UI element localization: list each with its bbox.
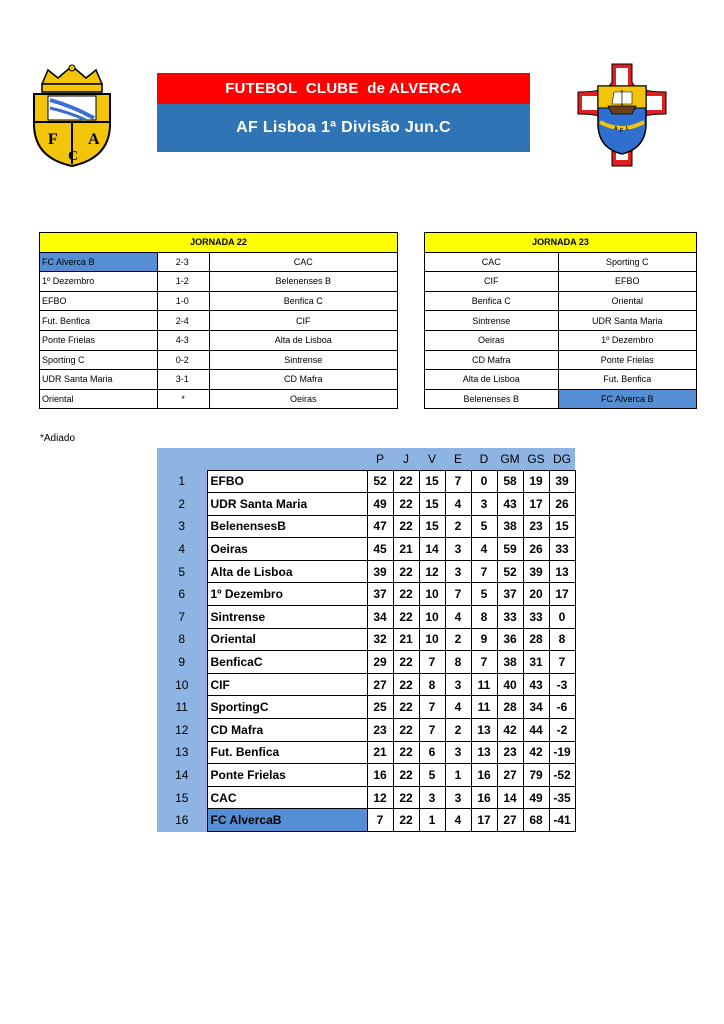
- column-header: P: [367, 448, 393, 470]
- stat-d: 17: [471, 809, 497, 832]
- stat-v: 8: [419, 673, 445, 696]
- position: 2: [157, 493, 207, 516]
- jornada-23-table: [424, 232, 697, 409]
- stat-gs: 17: [523, 493, 549, 516]
- home-team: Belenenses B: [425, 389, 559, 409]
- stat-v: 15: [419, 493, 445, 516]
- stat-j: 21: [393, 538, 419, 561]
- stat-dg: 15: [549, 515, 575, 538]
- standings-row: [157, 809, 575, 832]
- stat-gm: 28: [497, 696, 523, 719]
- team-name: BenficaC: [207, 651, 367, 674]
- jornada-22-table: [39, 232, 398, 409]
- stat-e: 7: [445, 583, 471, 606]
- stat-e: 3: [445, 560, 471, 583]
- column-header: V: [419, 448, 445, 470]
- standings-row: [157, 764, 575, 787]
- match-row: [425, 370, 697, 390]
- stat-e: 4: [445, 696, 471, 719]
- stat-j: 22: [393, 809, 419, 832]
- position: 5: [157, 560, 207, 583]
- stat-gm: 52: [497, 560, 523, 583]
- svg-text:F: F: [620, 128, 624, 134]
- stat-dg: 13: [549, 560, 575, 583]
- column-header: E: [445, 448, 471, 470]
- standings-row: [157, 493, 575, 516]
- team-name: Oeiras: [207, 538, 367, 561]
- competition-title: AF Lisboa 1ª Divisão Jun.C: [236, 119, 451, 136]
- stat-p: 45: [367, 538, 393, 561]
- away-team: Fut. Benfica: [558, 370, 696, 390]
- standings-row: [157, 470, 575, 493]
- stat-gm: 38: [497, 515, 523, 538]
- stat-gm: 58: [497, 470, 523, 493]
- stat-dg: 33: [549, 538, 575, 561]
- match-row: [40, 252, 398, 272]
- standings-row: [157, 560, 575, 583]
- stat-e: 7: [445, 470, 471, 493]
- stat-v: 7: [419, 719, 445, 742]
- away-team: CIF: [209, 311, 397, 331]
- stat-j: 22: [393, 786, 419, 809]
- away-team: UDR Santa Maria: [558, 311, 696, 331]
- stat-p: 47: [367, 515, 393, 538]
- stat-j: 22: [393, 515, 419, 538]
- position: 9: [157, 651, 207, 674]
- team-name: CD Mafra: [207, 719, 367, 742]
- position: 11: [157, 696, 207, 719]
- position: 4: [157, 538, 207, 561]
- stat-d: 16: [471, 786, 497, 809]
- stat-j: 22: [393, 583, 419, 606]
- stat-dg: 26: [549, 493, 575, 516]
- position: 1: [157, 470, 207, 493]
- stat-v: 3: [419, 786, 445, 809]
- stat-j: 21: [393, 628, 419, 651]
- stat-gs: 28: [523, 628, 549, 651]
- team-name: Sintrense: [207, 606, 367, 629]
- stat-v: 14: [419, 538, 445, 561]
- stat-dg: -3: [549, 673, 575, 696]
- svg-text:F: F: [48, 131, 58, 148]
- stat-e: 3: [445, 741, 471, 764]
- stat-p: 52: [367, 470, 393, 493]
- position: 15: [157, 786, 207, 809]
- column-header: J: [393, 448, 419, 470]
- stat-d: 11: [471, 673, 497, 696]
- standings-header-row: [157, 448, 575, 470]
- stat-gs: 23: [523, 515, 549, 538]
- away-team: CAC: [209, 252, 397, 272]
- svg-text:L: L: [626, 126, 630, 132]
- stat-v: 7: [419, 696, 445, 719]
- stat-j: 22: [393, 696, 419, 719]
- stat-gm: 42: [497, 719, 523, 742]
- away-team: 1º Dezembro: [558, 330, 696, 350]
- home-team: Oeiras: [425, 330, 559, 350]
- stat-dg: -41: [549, 809, 575, 832]
- stat-v: 5: [419, 764, 445, 787]
- stat-gm: 40: [497, 673, 523, 696]
- home-team: Fut. Benfica: [40, 311, 158, 331]
- away-team: Benfica C: [209, 291, 397, 311]
- stat-gm: 14: [497, 786, 523, 809]
- stat-e: 2: [445, 628, 471, 651]
- stat-gm: 27: [497, 809, 523, 832]
- stat-p: 7: [367, 809, 393, 832]
- stat-j: 22: [393, 764, 419, 787]
- match-score: 0-2: [157, 350, 209, 370]
- club-title-banner: [157, 73, 530, 104]
- stat-d: 9: [471, 628, 497, 651]
- stat-gm: 37: [497, 583, 523, 606]
- home-team: Oriental: [40, 389, 158, 409]
- home-team: UDR Santa Maria: [40, 370, 158, 390]
- standings-row: [157, 628, 575, 651]
- stat-d: 7: [471, 560, 497, 583]
- stat-d: 11: [471, 696, 497, 719]
- team-name: CIF: [207, 673, 367, 696]
- stat-p: 32: [367, 628, 393, 651]
- team-name: Fut. Benfica: [207, 741, 367, 764]
- stat-gs: 79: [523, 764, 549, 787]
- stat-p: 39: [367, 560, 393, 583]
- stat-v: 12: [419, 560, 445, 583]
- position: 7: [157, 606, 207, 629]
- stat-p: 25: [367, 696, 393, 719]
- home-team: Ponte Frielas: [40, 330, 158, 350]
- stat-gs: 49: [523, 786, 549, 809]
- postponed-note: *Adiado: [40, 433, 76, 444]
- away-team: EFBO: [558, 272, 696, 292]
- stat-gs: 34: [523, 696, 549, 719]
- match-row: [425, 272, 697, 292]
- stat-d: 13: [471, 741, 497, 764]
- match-row: [425, 350, 697, 370]
- stat-dg: 7: [549, 651, 575, 674]
- stat-e: 4: [445, 606, 471, 629]
- home-team: CIF: [425, 272, 559, 292]
- team-name: FC AlvercaB: [207, 809, 367, 832]
- club-title: FUTEBOL CLUBE de ALVERCA: [225, 80, 462, 97]
- stat-dg: 39: [549, 470, 575, 493]
- stat-d: 8: [471, 606, 497, 629]
- stat-p: 29: [367, 651, 393, 674]
- match-score: 1-2: [157, 272, 209, 292]
- team-name: 1º Dezembro: [207, 583, 367, 606]
- team-name: Oriental: [207, 628, 367, 651]
- home-team: Sintrense: [425, 311, 559, 331]
- team-name: BelenensesB: [207, 515, 367, 538]
- stat-gm: 27: [497, 764, 523, 787]
- stat-e: 3: [445, 538, 471, 561]
- stat-p: 12: [367, 786, 393, 809]
- stat-gs: 20: [523, 583, 549, 606]
- stat-v: 10: [419, 583, 445, 606]
- standings-row: [157, 786, 575, 809]
- position: 13: [157, 741, 207, 764]
- stat-e: 2: [445, 515, 471, 538]
- stat-e: 1: [445, 764, 471, 787]
- stat-gm: 38: [497, 651, 523, 674]
- stat-d: 0: [471, 470, 497, 493]
- standings-body: [157, 470, 575, 832]
- stat-v: 6: [419, 741, 445, 764]
- match-score: 2-4: [157, 311, 209, 331]
- stat-p: 21: [367, 741, 393, 764]
- jornada-22-title: JORNADA 22: [40, 233, 398, 253]
- position: 3: [157, 515, 207, 538]
- team-name: CAC: [207, 786, 367, 809]
- standings-row: [157, 538, 575, 561]
- stat-gs: 42: [523, 741, 549, 764]
- standings-row: [157, 606, 575, 629]
- position: 16: [157, 809, 207, 832]
- team-name: UDR Santa Maria: [207, 493, 367, 516]
- match-row: [425, 389, 697, 409]
- match-row: [40, 311, 398, 331]
- stat-v: 15: [419, 515, 445, 538]
- stat-j: 22: [393, 673, 419, 696]
- svg-text:A: A: [88, 131, 100, 148]
- stat-gs: 26: [523, 538, 549, 561]
- position: 14: [157, 764, 207, 787]
- stat-p: 27: [367, 673, 393, 696]
- position: 6: [157, 583, 207, 606]
- stat-e: 4: [445, 809, 471, 832]
- match-row: [425, 252, 697, 272]
- stat-gm: 23: [497, 741, 523, 764]
- stat-gm: 33: [497, 606, 523, 629]
- stat-gs: 43: [523, 673, 549, 696]
- stat-e: 8: [445, 651, 471, 674]
- stat-j: 22: [393, 493, 419, 516]
- stat-gm: 43: [497, 493, 523, 516]
- standings-row: [157, 741, 575, 764]
- stat-p: 49: [367, 493, 393, 516]
- home-team: CAC: [425, 252, 559, 272]
- stat-dg: -52: [549, 764, 575, 787]
- jornada-23-title: JORNADA 23: [425, 233, 697, 253]
- stat-p: 37: [367, 583, 393, 606]
- match-score: 2-3: [157, 252, 209, 272]
- away-team: Oeiras: [209, 389, 397, 409]
- stat-gs: 31: [523, 651, 549, 674]
- match-row: [425, 311, 697, 331]
- stat-j: 22: [393, 651, 419, 674]
- column-header: D: [471, 448, 497, 470]
- position: 12: [157, 719, 207, 742]
- af-lisboa-crest-icon: [576, 62, 668, 168]
- away-team: Ponte Frielas: [558, 350, 696, 370]
- stat-gs: 19: [523, 470, 549, 493]
- stat-p: 23: [367, 719, 393, 742]
- stat-dg: -35: [549, 786, 575, 809]
- match-score: 4-3: [157, 330, 209, 350]
- stat-v: 7: [419, 651, 445, 674]
- away-team: CD Mafra: [209, 370, 397, 390]
- stat-gs: 68: [523, 809, 549, 832]
- stat-p: 16: [367, 764, 393, 787]
- stat-d: 5: [471, 515, 497, 538]
- standings-row: [157, 583, 575, 606]
- stat-d: 13: [471, 719, 497, 742]
- standings-row: [157, 651, 575, 674]
- position: 10: [157, 673, 207, 696]
- stat-d: 7: [471, 651, 497, 674]
- stat-v: 10: [419, 628, 445, 651]
- home-team: Benfica C: [425, 291, 559, 311]
- stat-d: 16: [471, 764, 497, 787]
- away-team: Sporting C: [558, 252, 696, 272]
- away-team: Oriental: [558, 291, 696, 311]
- stat-j: 22: [393, 470, 419, 493]
- stat-dg: 17: [549, 583, 575, 606]
- column-header: GS: [523, 448, 549, 470]
- stat-j: 22: [393, 606, 419, 629]
- stat-e: 3: [445, 786, 471, 809]
- stat-gm: 36: [497, 628, 523, 651]
- stat-gs: 33: [523, 606, 549, 629]
- standings-row: [157, 696, 575, 719]
- stat-gs: 39: [523, 560, 549, 583]
- away-team: Alta de Lisboa: [209, 330, 397, 350]
- match-row: [40, 272, 398, 292]
- position: 8: [157, 628, 207, 651]
- home-team: EFBO: [40, 291, 158, 311]
- stat-d: 4: [471, 538, 497, 561]
- match-row: [40, 389, 398, 409]
- match-row: [40, 330, 398, 350]
- stat-dg: -2: [549, 719, 575, 742]
- home-team: Sporting C: [40, 350, 158, 370]
- stat-v: 1: [419, 809, 445, 832]
- home-team: FC Alverca B: [40, 252, 158, 272]
- away-team: FC Alverca B: [558, 389, 696, 409]
- stat-e: 2: [445, 719, 471, 742]
- stat-dg: 0: [549, 606, 575, 629]
- away-team: Sintrense: [209, 350, 397, 370]
- stat-d: 3: [471, 493, 497, 516]
- svg-text:C: C: [68, 149, 79, 164]
- home-team: 1º Dezembro: [40, 272, 158, 292]
- team-name: Ponte Frielas: [207, 764, 367, 787]
- match-score: *: [157, 389, 209, 409]
- stat-p: 34: [367, 606, 393, 629]
- match-row: [40, 370, 398, 390]
- stat-j: 22: [393, 719, 419, 742]
- standings-table: [157, 448, 576, 832]
- stat-gs: 44: [523, 719, 549, 742]
- match-row: [425, 291, 697, 311]
- match-row: [40, 291, 398, 311]
- stat-v: 10: [419, 606, 445, 629]
- stat-d: 5: [471, 583, 497, 606]
- match-score: 1-0: [157, 291, 209, 311]
- stat-e: 4: [445, 493, 471, 516]
- away-team: Belenenses B: [209, 272, 397, 292]
- competition-title-banner: [157, 104, 530, 152]
- stat-gm: 59: [497, 538, 523, 561]
- team-name: SportingC: [207, 696, 367, 719]
- match-score: 3-1: [157, 370, 209, 390]
- fc-alverca-crest-icon: [24, 62, 120, 168]
- team-name: EFBO: [207, 470, 367, 493]
- stat-v: 15: [419, 470, 445, 493]
- team-name: Alta de Lisboa: [207, 560, 367, 583]
- stat-dg: -19: [549, 741, 575, 764]
- match-row: [425, 330, 697, 350]
- standings-row: [157, 673, 575, 696]
- column-header: DG: [549, 448, 575, 470]
- standings-row: [157, 719, 575, 742]
- standings-row: [157, 515, 575, 538]
- home-team: Alta de Lisboa: [425, 370, 559, 390]
- home-team: CD Mafra: [425, 350, 559, 370]
- stat-dg: 8: [549, 628, 575, 651]
- stat-j: 22: [393, 741, 419, 764]
- column-header: GM: [497, 448, 523, 470]
- stat-dg: -6: [549, 696, 575, 719]
- stat-j: 22: [393, 560, 419, 583]
- stat-e: 3: [445, 673, 471, 696]
- match-row: [40, 350, 398, 370]
- svg-text:A: A: [614, 126, 618, 132]
